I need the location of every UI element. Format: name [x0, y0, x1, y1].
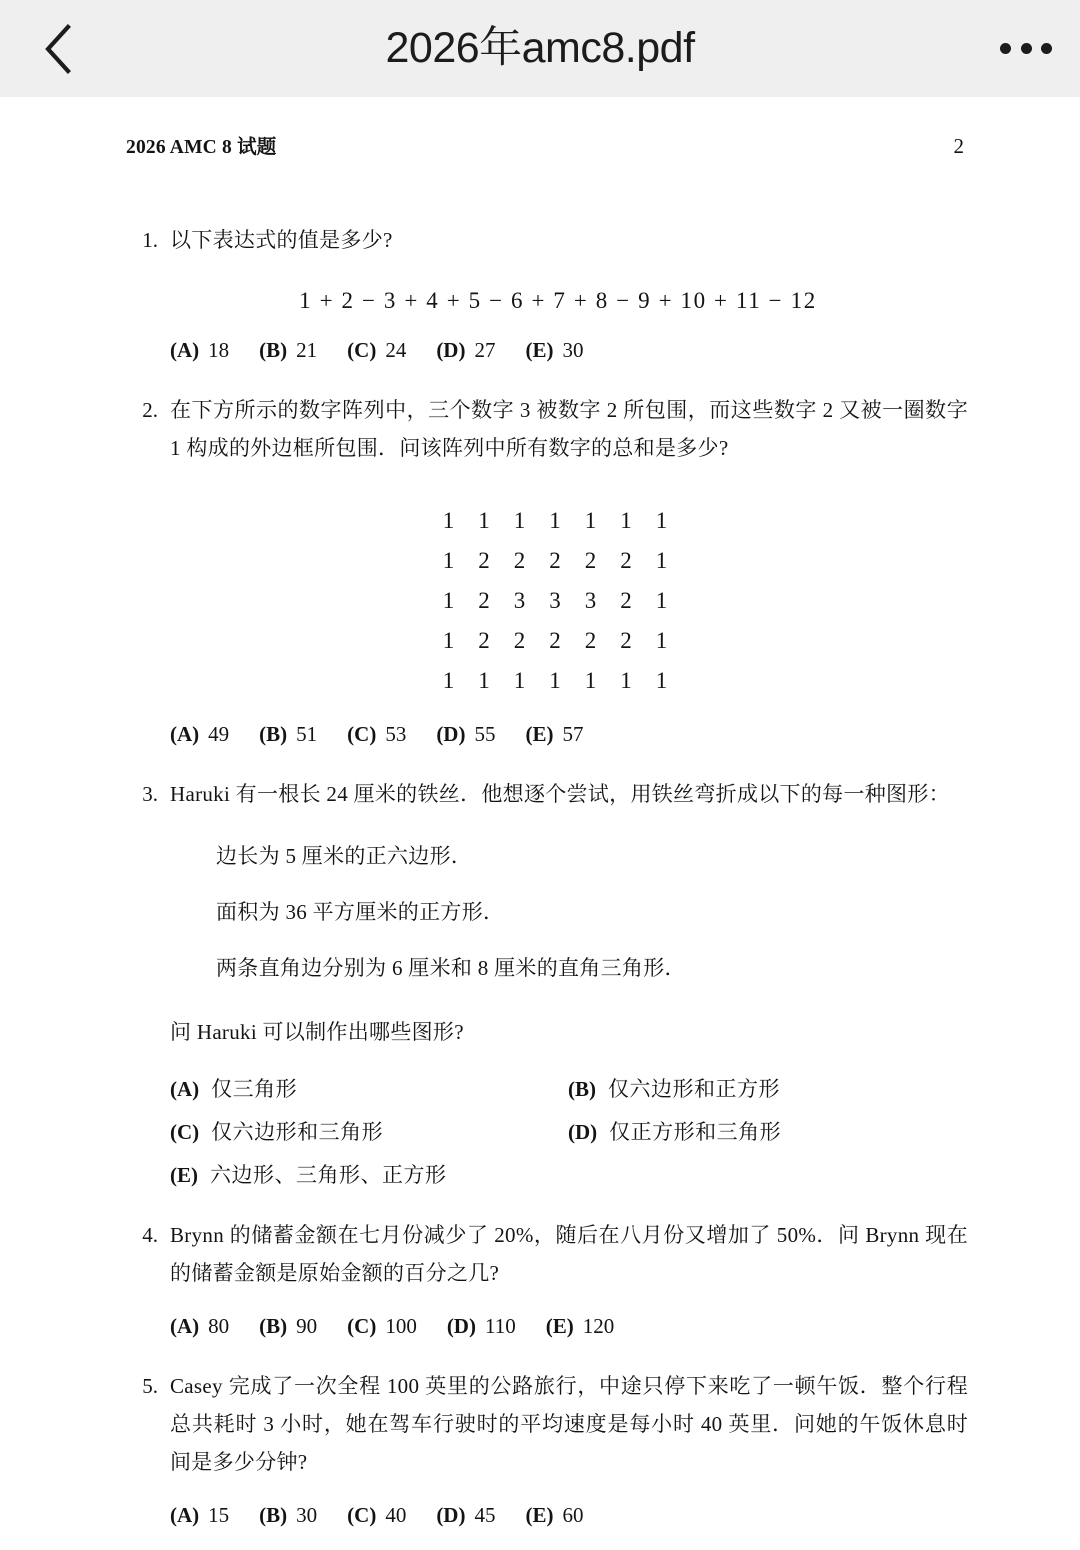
choice-a[interactable] — [170, 340, 229, 361]
grid-cell: 1 — [620, 507, 632, 533]
choice-label: (B) — [259, 1503, 288, 1527]
choice-c[interactable] — [347, 1316, 417, 1337]
grid-cell: 2 — [620, 627, 632, 653]
grid-cell: 1 — [655, 667, 668, 693]
grid-cell: 1 — [442, 627, 455, 653]
grid-cell: 1 — [513, 507, 526, 533]
problem-5 — [126, 1367, 968, 1526]
choice-d[interactable] — [436, 724, 495, 745]
choice-value: 六边形、三角形、正方形 — [210, 1163, 447, 1187]
grid-cell: 1 — [513, 667, 526, 693]
choice-label: (A) — [170, 338, 200, 362]
choice-e[interactable] — [170, 1165, 568, 1186]
choice-label: (A) — [170, 1503, 200, 1527]
grid-cell: 2 — [478, 587, 490, 613]
grid-cell: 2 — [513, 547, 526, 573]
choice-value: 100 — [385, 1314, 417, 1338]
choice-value: 18 — [208, 338, 230, 362]
choice-value: 24 — [385, 338, 407, 362]
choice-value: 30 — [562, 338, 584, 362]
problem-subline: 面积为 36 平方厘米的正方形． — [216, 900, 505, 924]
grid-cell: 2 — [478, 547, 490, 573]
grid-cell: 2 — [584, 547, 597, 573]
choice-c[interactable] — [347, 724, 406, 745]
problem-stem: Casey 完成了一次全程 100 英里的公路旅行，中途只停下来吃了一顿午饭．整个行程总共耗时 3 小时，她在驾车行驶时的平均速度是每小时 40 英里．问她的午饭休息时间是多少分钟? — [170, 1374, 968, 1474]
grid-cell: 3 — [513, 587, 526, 613]
choice-label: (C) — [347, 1503, 377, 1527]
choice-b[interactable] — [259, 724, 317, 745]
choice-value: 30 — [296, 1503, 318, 1527]
grid-cell: 2 — [478, 627, 490, 653]
grid-cell: 1 — [655, 587, 668, 613]
grid-cell: 1 — [478, 667, 490, 693]
choice-value: 21 — [296, 338, 318, 362]
problem-stem: Haruki 有一根长 24 厘米的铁丝．他想逐个尝试，用铁丝弯折成以下的每一种图形： — [170, 782, 950, 806]
choice-value: 110 — [484, 1314, 516, 1338]
problem-2 — [126, 391, 968, 745]
display-math-expression: 1 + 2 − 3 + 4 + 5 − 6 + 7 + 8 − 9 + 10 + 11 − 12 — [299, 288, 817, 313]
answer-choices — [170, 1505, 968, 1526]
choice-label: (A) — [170, 1314, 200, 1338]
grid-cell: 1 — [442, 507, 455, 533]
choice-d[interactable] — [447, 1316, 516, 1337]
problem-subline: 边长为 5 厘米的正六边形． — [216, 844, 473, 868]
problem-number: 5. — [142, 1374, 158, 1398]
grid-cell: 2 — [513, 627, 526, 653]
grid-cell: 2 — [584, 627, 597, 653]
grid-cell: 1 — [584, 507, 597, 533]
table-row — [431, 580, 680, 620]
choice-value: 49 — [208, 722, 230, 746]
choice-label: (D) — [446, 1314, 476, 1338]
grid-cell: 1 — [584, 667, 597, 693]
more-horizontal-icon-dot2 — [1021, 43, 1032, 54]
page-number: 2 — [953, 134, 964, 158]
choice-value: 仅正方形和三角形 — [609, 1120, 782, 1144]
grid-cell: 1 — [655, 547, 668, 573]
grid-cell: 1 — [549, 507, 561, 533]
choice-value: 60 — [562, 1503, 584, 1527]
choice-label: (E) — [525, 338, 554, 362]
choice-d[interactable] — [568, 1122, 968, 1143]
answer-choices — [170, 1079, 968, 1186]
problem-number: 1. — [142, 228, 158, 252]
table-row — [431, 620, 680, 660]
number-array-table — [431, 500, 680, 700]
choice-label: (A) — [170, 1077, 200, 1101]
choice-label: (D) — [436, 1503, 466, 1527]
problem-stem: 在下方所示的数字阵列中，三个数字 3 被数字 2 所包围，而这些数字 2 又被一圈数字 1 构成的外边框所包围．问该阵列中所有数字的总和是多少? — [170, 398, 968, 460]
choice-label: (E) — [545, 1314, 574, 1338]
running-head — [126, 131, 968, 159]
choice-value: 55 — [474, 722, 496, 746]
answer-choices — [170, 1316, 968, 1337]
choice-value: 27 — [474, 338, 496, 362]
answer-choices — [170, 724, 968, 745]
table-row — [431, 500, 680, 540]
choice-value: 53 — [385, 722, 407, 746]
grid-cell: 1 — [442, 547, 455, 573]
pdf-page[interactable] — [0, 97, 1080, 1550]
running-head-title: 2026 AMC 8 试题 — [126, 137, 277, 158]
choice-c[interactable] — [347, 340, 406, 361]
grid-cell: 1 — [442, 667, 455, 693]
problem-number: 4. — [142, 1223, 158, 1247]
problem-3 — [126, 775, 968, 1186]
choice-label: (C) — [347, 1314, 377, 1338]
table-row — [431, 660, 680, 700]
grid-cell: 2 — [549, 627, 561, 653]
grid-cell: 2 — [620, 587, 632, 613]
choice-b[interactable] — [568, 1079, 968, 1100]
choice-label: (B) — [568, 1077, 596, 1101]
grid-cell: 1 — [655, 627, 668, 653]
choice-value: 仅三角形 — [211, 1077, 298, 1101]
choice-label: (E) — [170, 1163, 198, 1187]
choice-label: (C) — [347, 338, 377, 362]
choice-d[interactable] — [436, 1505, 495, 1526]
choice-b[interactable] — [259, 1316, 317, 1337]
problem-4 — [126, 1216, 968, 1337]
choice-value: 57 — [562, 722, 584, 746]
grid-cell: 1 — [442, 587, 455, 613]
table-row — [431, 540, 680, 580]
grid-cell: 2 — [620, 547, 632, 573]
app-header-bar — [0, 0, 1080, 97]
problem-stem: 以下表达式的值是多少? — [170, 228, 393, 252]
more-horizontal-icon-dot3 — [1041, 43, 1052, 54]
problem-tail-question: 问 Haruki 可以制作出哪些图形? — [170, 1020, 464, 1044]
grid-cell: 1 — [655, 507, 668, 533]
choice-label: (B) — [259, 722, 288, 746]
choice-a[interactable] — [170, 1316, 229, 1337]
choice-label: (A) — [170, 722, 200, 746]
choice-value: 90 — [296, 1314, 318, 1338]
more-options-button[interactable] — [994, 25, 1058, 73]
choice-value: 80 — [208, 1314, 230, 1338]
choice-value: 51 — [296, 722, 318, 746]
problem-subline: 两条直角边分别为 6 厘米和 8 厘米的直角三角形． — [216, 956, 686, 980]
chevron-left-icon — [41, 23, 75, 75]
choice-label: (C) — [170, 1120, 200, 1144]
answer-choices — [170, 340, 968, 361]
document-title: 2026年amc8.pdf — [385, 24, 695, 72]
choice-e[interactable] — [546, 1316, 615, 1337]
back-button[interactable] — [30, 21, 86, 77]
problem-stem: Brynn 的储蓄金额在七月份减少了 20%，随后在八月份又增加了 50%．问 Brynn 现在的储蓄金额是原始金额的百分之几? — [170, 1223, 968, 1285]
problem-number: 2. — [142, 398, 158, 422]
choice-value: 120 — [582, 1314, 615, 1338]
problem-number: 3. — [142, 782, 158, 806]
more-horizontal-icon — [1000, 43, 1011, 54]
grid-cell: 1 — [620, 667, 632, 693]
choice-a[interactable] — [170, 724, 229, 745]
number-array-figure — [170, 500, 968, 700]
choice-label: (D) — [436, 338, 466, 362]
grid-cell: 3 — [584, 587, 597, 613]
choice-b[interactable] — [259, 340, 317, 361]
choice-label: (B) — [259, 1314, 288, 1338]
problem-1 — [126, 221, 968, 361]
choice-value: 40 — [385, 1503, 407, 1527]
choice-label: (C) — [347, 722, 377, 746]
choice-value: 45 — [474, 1503, 496, 1527]
choice-e[interactable] — [525, 1505, 583, 1526]
grid-cell: 3 — [549, 587, 561, 613]
choice-d[interactable] — [436, 340, 495, 361]
choice-e[interactable] — [525, 724, 583, 745]
grid-cell: 2 — [549, 547, 561, 573]
choice-b[interactable] — [259, 1505, 317, 1526]
choice-label: (E) — [525, 1503, 554, 1527]
choice-c[interactable] — [347, 1505, 406, 1526]
grid-cell: 1 — [549, 667, 561, 693]
choice-c[interactable] — [170, 1122, 568, 1143]
choice-label: (D) — [436, 722, 466, 746]
grid-cell: 1 — [478, 507, 490, 533]
choice-e[interactable] — [525, 340, 583, 361]
choice-value: 仅六边形和正方形 — [608, 1077, 780, 1101]
choice-label: (B) — [259, 338, 288, 362]
choice-value: 15 — [208, 1503, 230, 1527]
choice-value: 仅六边形和三角形 — [211, 1120, 384, 1144]
choice-label: (D) — [568, 1120, 598, 1144]
choice-a[interactable] — [170, 1079, 568, 1100]
choice-a[interactable] — [170, 1505, 229, 1526]
choice-label: (E) — [525, 722, 554, 746]
